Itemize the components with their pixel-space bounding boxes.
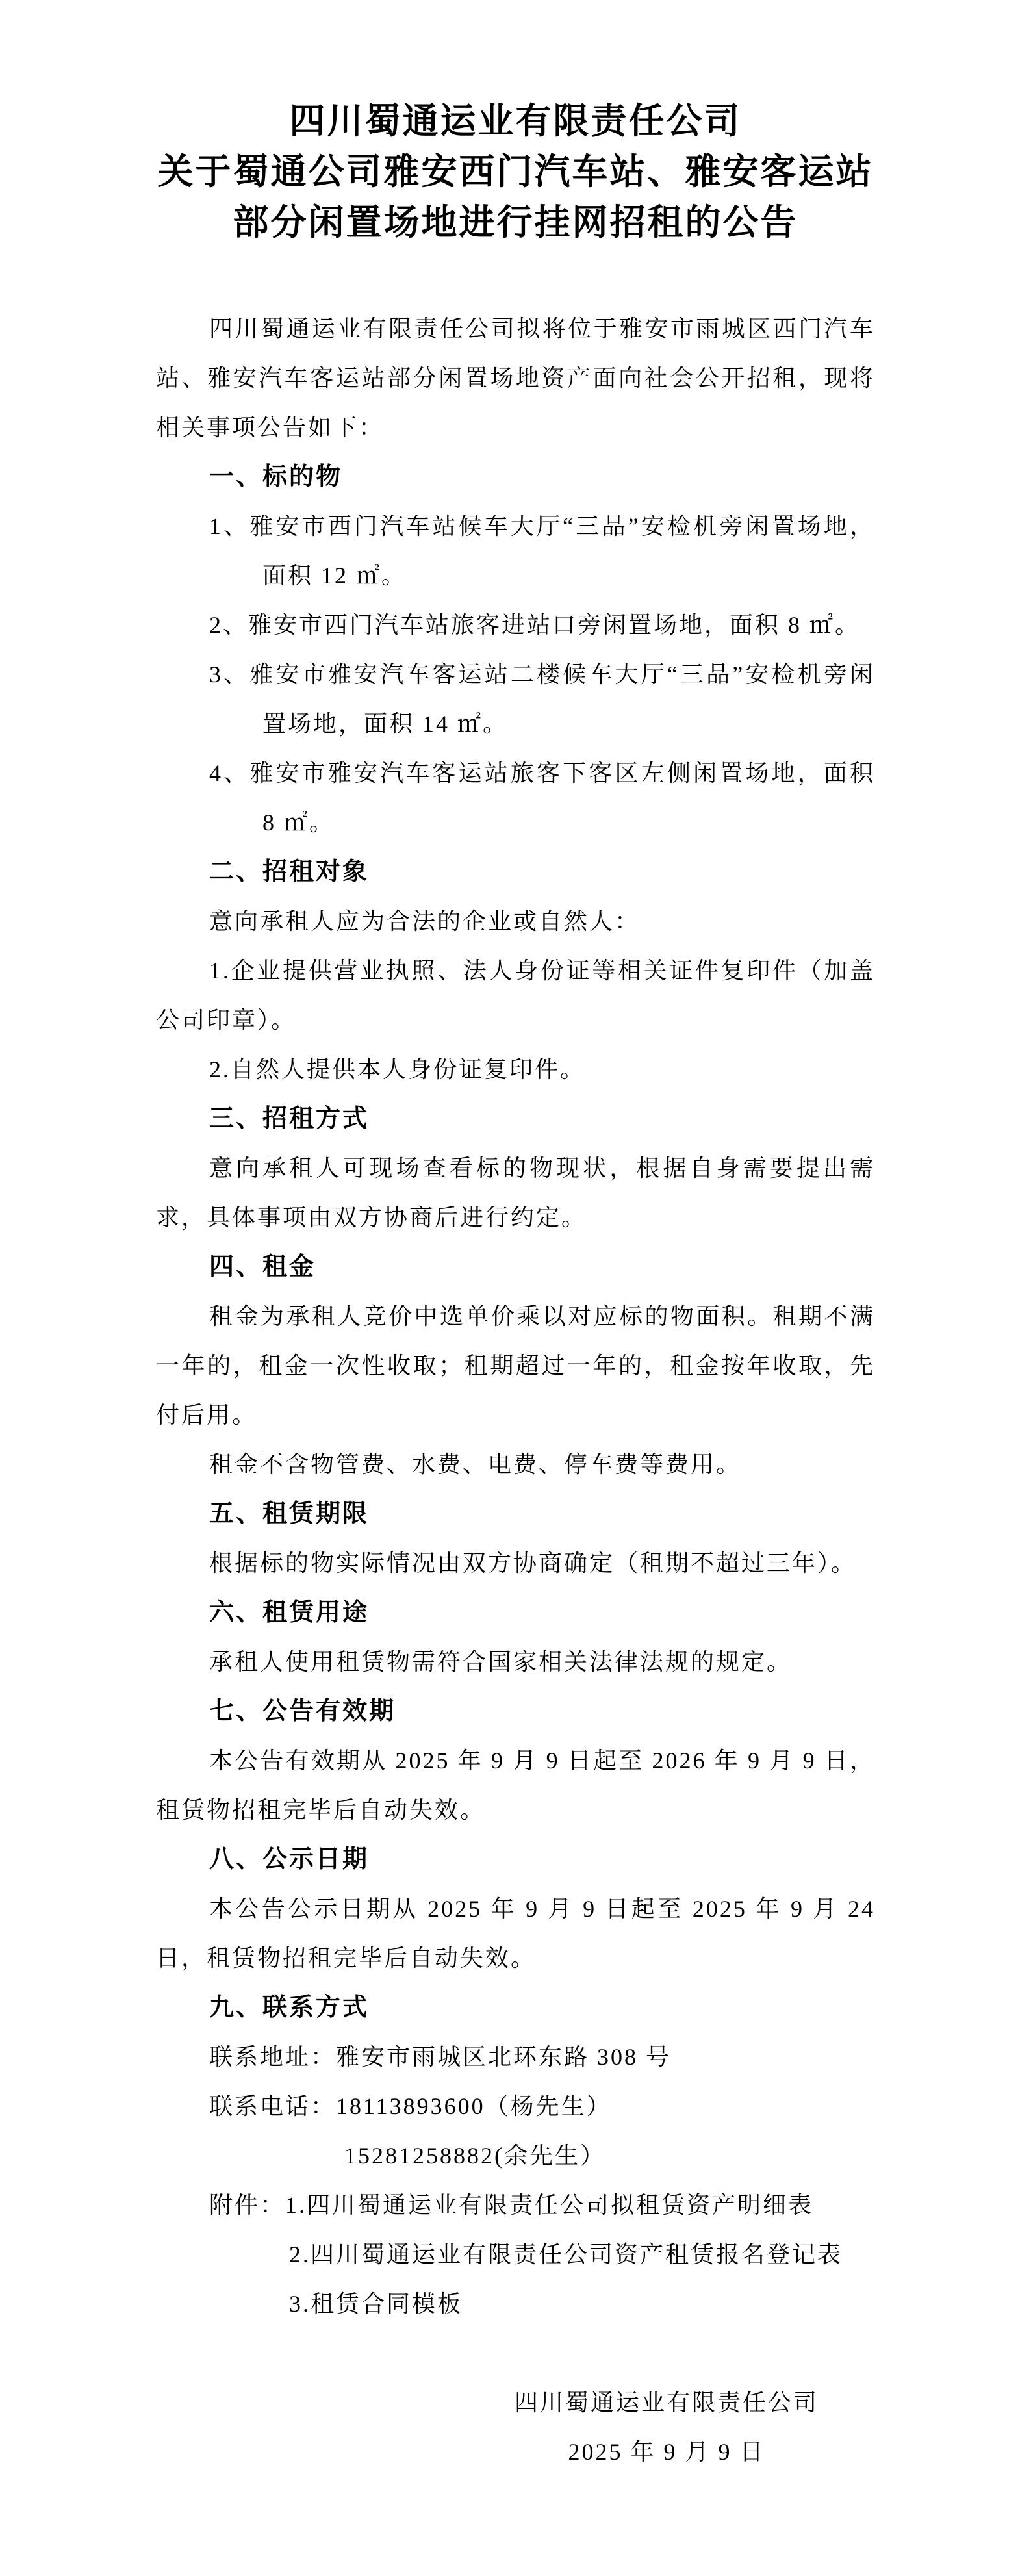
section4-paragraph-1: 租金为承租人竞价中选单价乘以对应标的物面积。租期不满一年的，租金一次性收取；租期超过一年的，租金按年收取，先付后用。 [156, 1303, 875, 1428]
section2-item-1: 1.企业提供营业执照、法人身份证等相关证件复印件（加盖公司印章）。 [156, 958, 875, 1033]
section2-item-2: 2.自然人提供本人身份证复印件。 [209, 1056, 586, 1082]
title-line-1: 四川蜀通运业有限责任公司 [289, 101, 742, 141]
lot-item-2: 2、雅安市西门汽车站旅客进站口旁闲置场地，面积 8 ㎡。 [209, 612, 861, 638]
section-heading-2: 二、招租对象 [209, 858, 370, 886]
section-heading-1: 一、标的物 [209, 463, 343, 491]
lot-item-1: 1、雅安市西门汽车站候车大厅“三品”安检机旁闲置场地，面积 12 ㎡。 [209, 513, 875, 589]
section3-paragraph: 意向承租人可现场查看标的物现状，根据自身需要提出需求，具体事项由双方协商后进行约定。 [156, 1155, 875, 1231]
section-heading-5: 五、租赁期限 [209, 1500, 370, 1527]
intro-paragraph: 四川蜀通运业有限责任公司拟将位于雅安市雨城区西门汽车站、雅安汽车客运站部分闲置场地资产面向社会公开招租，现将相关事项公告如下： [156, 316, 875, 440]
contact-phone-line-2: 15281258882(余先生） [344, 2143, 605, 2169]
section6-paragraph: 承租人使用租赁物需符合国家相关法律法规的规定。 [209, 1649, 793, 1675]
document-title [156, 0, 875, 248]
attachments-line-1: 附件：1.四川蜀通运业有限责任公司拟租赁资产明细表 [209, 2192, 814, 2218]
section-heading-3: 三、招租方式 [209, 1105, 370, 1132]
section-heading-9: 九、联系方式 [209, 1994, 370, 2021]
section-heading-7: 七、公告有效期 [209, 1698, 396, 1725]
section5-paragraph: 根据标的物实际情况由双方协商确定（租期不超过三年）。 [209, 1550, 857, 1576]
section8-paragraph: 本公告公示日期从 2025 年 9 月 9 日起至 2025 年 9 月 24 日，租赁物招租完毕后自动失效。 [156, 1896, 875, 1971]
contact-phone-line-1: 联系电话：18113893600（杨先生） [209, 2093, 612, 2119]
section-heading-8: 八、公示日期 [209, 1846, 370, 1873]
section2-lead: 意向承租人应为合法的企业或自然人： [209, 908, 641, 934]
attachments-line-3: 3.租赁合同模板 [289, 2291, 463, 2317]
contact-address-line: 联系地址：雅安市雨城区北环东路 308 号 [209, 2044, 672, 2070]
signature-company: 四川蜀通运业有限责任公司 [514, 2390, 819, 2416]
section-heading-4: 四、租金 [209, 1253, 316, 1281]
lot-item-4: 4、雅安市雅安汽车客运站旅客下客区左侧闲置场地，面积 8 ㎡。 [209, 760, 875, 835]
title-line-2: 关于蜀通公司雅安西门汽车站、雅安客运站 [157, 152, 874, 192]
signature-block [485, 2378, 848, 2477]
title-line-3: 部分闲置场地进行挂网招租的公告 [233, 203, 798, 242]
document-content [156, 0, 875, 2477]
section7-paragraph: 本公告有效期从 2025 年 9 月 9 日起至 2026 年 9 月 9 日，租赁物招租完毕后自动失效。 [156, 1748, 875, 1823]
attachments-line-2: 2.四川蜀通运业有限责任公司资产租赁报名登记表 [289, 2241, 843, 2267]
section4-paragraph-2: 租金不含物管费、水费、电费、停车费等费用。 [209, 1451, 742, 1477]
lot-item-3: 3、雅安市雅安汽车客运站二楼候车大厅“三品”安检机旁闲置场地，面积 14 ㎡。 [209, 661, 875, 737]
section-heading-6: 六、租赁用途 [209, 1599, 370, 1626]
signature-date: 2025 年 9 月 9 日 [568, 2439, 765, 2465]
